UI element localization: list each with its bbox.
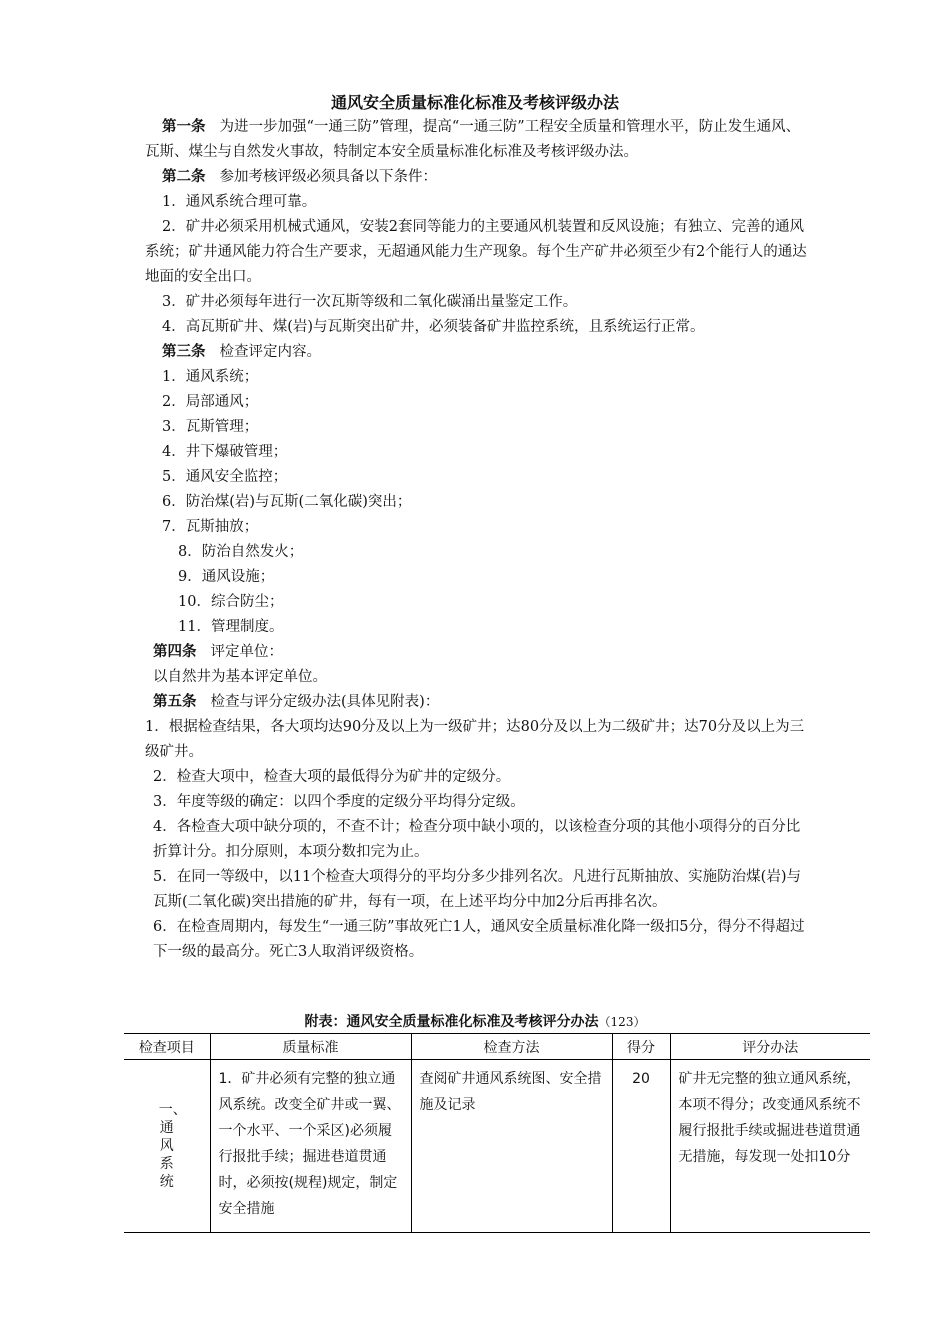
list-item: 6．防治煤(岩)与瓦斯(二氧化碳)突出； — [162, 494, 412, 510]
document-title: 通风安全质量标准化标准及考核评级办法 — [330, 93, 619, 112]
document-body — [145, 115, 810, 965]
list-item: 2．局部通风； — [162, 394, 259, 410]
article-3 — [145, 340, 810, 365]
article-2 — [145, 165, 810, 190]
category-label: 一、通风系统 — [158, 1102, 187, 1190]
list-item: 5．在同一等级中，以11个检查大项得分的平均分多少排列名次。凡进行瓦斯抽放、实施防治煤(岩)与瓦斯(二氧化碳)突出措施的矿井，每有一项，在上述平均分中加2分后再排名次。 — [153, 869, 801, 910]
column-header: 检查方法 — [411, 1034, 612, 1060]
article-4 — [145, 640, 810, 665]
article-text: 检查与评分定级办法(具体见附表)： — [210, 694, 440, 710]
score-cell: 20 — [612, 1060, 670, 1233]
list-item: 8．防治自然发火； — [178, 544, 304, 560]
list-item: 4．各检查大项中缺分项的，不查不计；检查分项中缺小项的，以该检查分项的其他小项得分的百分比折算计分。扣分原则，本项分数扣完为止。 — [153, 819, 801, 860]
list-item: 2．检查大项中，检查大项的最低得分为矿井的定级分。 — [153, 769, 511, 785]
article-label: 第三条 — [162, 344, 206, 360]
article-label: 第四条 — [153, 644, 197, 660]
column-header: 评分办法 — [670, 1034, 870, 1060]
article-text: 评定单位： — [210, 644, 283, 660]
standard-cell: 1．矿井必须有完整的独立通风系统。改变全矿井或一翼、一个水平、一个采区)必须履行报批手续；掘进巷道贯通时，必须按(规程)规定，制定安全措施 — [210, 1060, 411, 1233]
list-item: 4．高瓦斯矿井、煤(岩)与瓦斯突出矿井，必须装备矿井监控系统，且系统运行正常。 — [162, 319, 705, 335]
list-item: 3．瓦斯管理； — [162, 419, 259, 435]
table-caption-number: （123） — [598, 1015, 646, 1029]
article-label: 第一条 — [162, 119, 206, 135]
article-text: 检查评定内容。 — [219, 344, 321, 360]
table-row — [124, 1060, 870, 1233]
scoring-table — [124, 1033, 870, 1233]
column-header: 得分 — [612, 1034, 670, 1060]
list-item: 11．管理制度。 — [178, 619, 284, 635]
article-label: 第二条 — [162, 169, 206, 185]
article-label: 第五条 — [153, 694, 197, 710]
article-text: 参加考核评级必须具备以下条件： — [219, 169, 437, 185]
list-item: 5．通风安全监控； — [162, 469, 288, 485]
category-cell — [124, 1060, 210, 1233]
list-item: 6．在检查周期内，每发生“一通三防”事故死亡1人，通风安全质量标准化降一级扣5分，得分不得超过下一级的最高分。死亡3人取消评级资格。 — [153, 919, 805, 960]
list-item: 3．年度等级的确定：以四个季度的定级分平均得分定级。 — [153, 794, 525, 810]
column-header: 质量标准 — [210, 1034, 411, 1060]
article-1 — [145, 115, 810, 165]
list-item: 9．通风设施； — [178, 569, 275, 585]
table-caption — [0, 1011, 950, 1031]
column-header: 检查项目 — [124, 1034, 210, 1060]
article-4-sub: 以自然井为基本评定单位。 — [153, 669, 327, 685]
list-item: 7．瓦斯抽放； — [162, 519, 259, 535]
list-item: 3．矿井必须每年进行一次瓦斯等级和二氧化碳涌出量鉴定工作。 — [162, 294, 578, 310]
table-caption-text: 附表：通风安全质量标准化标准及考核评分办法 — [304, 1014, 599, 1030]
list-item: 1．通风系统； — [162, 369, 259, 385]
rule-cell: 矿井无完整的独立通风系统，本项不得分；改变通风系统不履行报批手续或掘进巷道贯通无措施，每发现一处扣10分 — [670, 1060, 870, 1233]
article-5 — [145, 690, 810, 715]
list-item: 2．矿井必须采用机械式通风，安装2套同等能力的主要通风机装置和反风设施；有独立、完善的通风系统；矿井通风能力符合生产要求，无超通风能力生产现象。每个生产矿井必须至少有2个能行人的通达地面的安全出口。 — [145, 219, 807, 285]
list-item: 10．综合防尘； — [178, 594, 284, 610]
table-header-row — [124, 1034, 870, 1060]
list-item: 1．根据检查结果，各大项均达90分及以上为一级矿井；达80分及以上为二级矿井；达70分及以上为三级矿井。 — [145, 719, 805, 760]
method-cell: 查阅矿井通风系统图、安全措施及记录 — [411, 1060, 612, 1233]
list-item: 4．井下爆破管理； — [162, 444, 288, 460]
article-text: 为进一步加强“一通三防”管理，提高“一通三防”工程安全质量和管理水平，防止发生通风、瓦斯、煤尘与自然发火事故，特制定本安全质量标准化标准及考核评级办法。 — [145, 119, 801, 160]
list-item: 1．通风系统合理可靠。 — [162, 194, 317, 210]
